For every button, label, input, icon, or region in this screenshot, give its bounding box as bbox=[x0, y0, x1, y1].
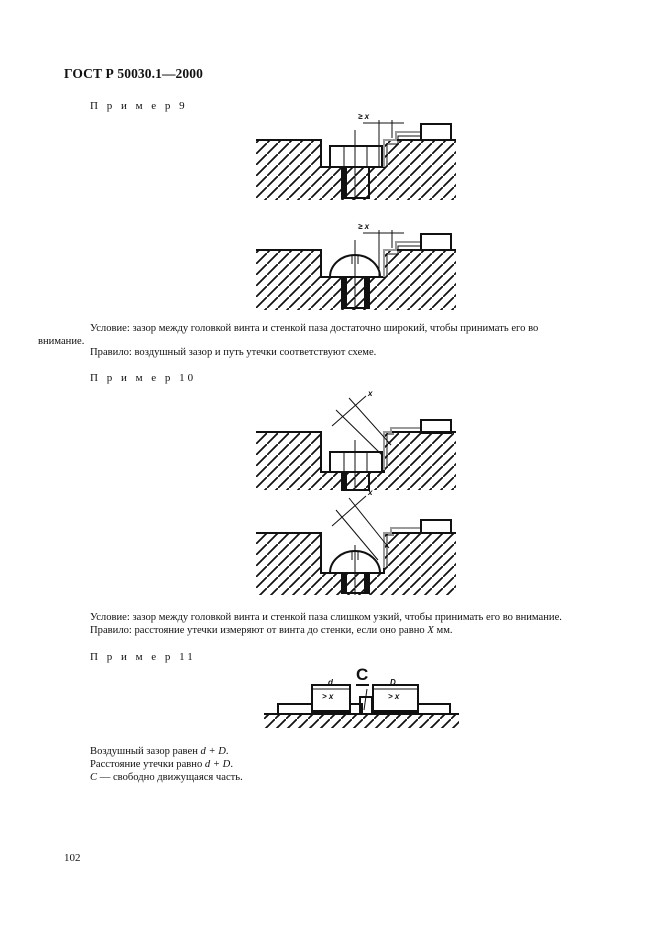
label-C: C bbox=[356, 665, 369, 684]
example-9-condition: Условие: зазор между головкой винта и стенкой паза достаточно широкий, чтобы принимать его во внимание. bbox=[38, 323, 539, 347]
example-10-rule: Правило: расстояние утечки измеряют от винта до стенки, если оно равно X мм. bbox=[90, 625, 453, 636]
example-9-rule: Правило: воздушный зазор и путь утечки соответствуют схеме. bbox=[90, 347, 377, 358]
label-D: D bbox=[390, 678, 396, 687]
example-9-figure-round-screw bbox=[256, 220, 456, 310]
example-10-figure-hex-screw bbox=[256, 389, 456, 490]
gap-label: ≥ x bbox=[358, 112, 370, 121]
document-header: ГОСТ Р 50030.1—2000 bbox=[64, 66, 203, 81]
gap-label: x bbox=[368, 488, 373, 497]
example-11-figure bbox=[264, 664, 459, 728]
example-10-title: П р и м е р 10 bbox=[90, 372, 197, 384]
example-11-air-gap: Воздушный зазор равен d + D. bbox=[90, 746, 229, 757]
label-gt-x-left: > x bbox=[322, 692, 334, 701]
example-11-note: C — свободно движущаяся часть. bbox=[90, 772, 243, 783]
example-9-figure-hex-screw bbox=[256, 110, 456, 200]
gap-label: ≥ x bbox=[358, 222, 370, 231]
label-d: d bbox=[328, 678, 333, 687]
page-number: 102 bbox=[64, 852, 81, 864]
label-gt-x-right: > x bbox=[388, 692, 400, 701]
example-11-title: П р и м е р 11 bbox=[90, 651, 196, 663]
example-9-title: П р и м е р 9 bbox=[90, 100, 188, 112]
example-10-condition: Условие: зазор между головкой винта и стенкой паза слишком узкий, чтобы принимать его во внимание. bbox=[90, 612, 562, 623]
example-10-figure-round-screw bbox=[256, 488, 456, 595]
example-11-creepage: Расстояние утечки равно d + D. bbox=[90, 759, 233, 770]
gap-label: x bbox=[368, 389, 373, 398]
